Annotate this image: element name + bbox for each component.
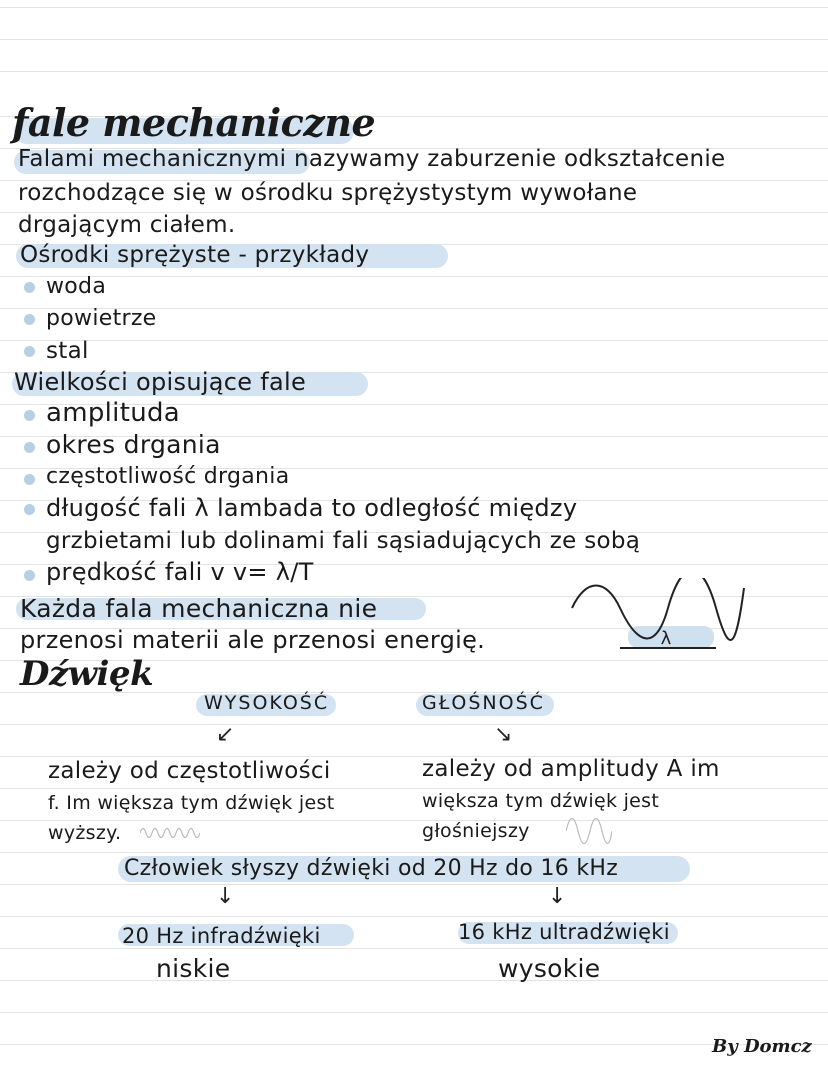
bullet-icon <box>24 346 35 357</box>
hearing-range: Człowiek słyszy dźwięki od 20 Hz do 16 kHz <box>124 856 619 881</box>
high-amplitude-wave-icon <box>566 816 612 846</box>
ultrasound-desc: wysokie <box>498 954 601 983</box>
medium-item: powietrze <box>46 306 157 331</box>
loudness-text-line-3: głośniejszy <box>422 820 530 842</box>
ultrasound-label: 16 kHz ultradźwięki <box>458 920 670 944</box>
bullet-icon <box>24 282 35 293</box>
wave-label: λ <box>660 628 672 649</box>
quantity-item: długość fali λ lambada to odległość między <box>46 494 578 522</box>
definition-line-1: Falami mechanicznymi nazywamy zaburzenie odkształcenie <box>18 146 726 172</box>
arrow-down-icon: ↘ <box>494 722 513 747</box>
energy-note-line-1: Każda fala mechaniczna nie <box>20 594 378 623</box>
high-frequency-wave-icon <box>140 824 200 842</box>
arrow-down-icon: ↓ <box>216 884 235 909</box>
infrasound-label: 20 Hz infradźwięki <box>122 924 321 948</box>
infrasound-desc: niskie <box>156 954 231 983</box>
pitch-text-line-2: f. Im większa tym dźwięk jest <box>48 792 335 814</box>
loudness-text-line-1: zależy od amplitudy A im <box>422 756 720 782</box>
medium-item: woda <box>46 274 107 299</box>
signature: By Domcz <box>712 1036 812 1057</box>
page-title: fale mechaniczne <box>12 100 376 145</box>
loudness-text-line-2: większa tym dźwięk jest <box>422 790 660 812</box>
wave-line <box>572 578 744 640</box>
arrow-down-icon: ↓ <box>548 884 567 909</box>
quantity-item: okres drgania <box>46 430 221 459</box>
sound-heading: Dźwięk <box>20 654 154 694</box>
definition-line-2: rozchodzące się w ośrodku sprężystystym wywołane <box>18 180 638 206</box>
quantities-heading: Wielkości opisujące fale <box>14 368 307 396</box>
medium-item: stal <box>46 338 89 364</box>
arrow-down-icon: ↙ <box>216 722 235 747</box>
pitch-text-line-3: wyższy. <box>48 822 122 844</box>
energy-note-line-2: przenosi materii ale przenosi energię. <box>20 626 486 654</box>
wave-illustration <box>568 578 748 660</box>
quantity-item-continued: grzbietami lub dolinami fali sąsiadujących ze sobą <box>46 528 641 554</box>
loudness-label: GŁOŚNOŚĆ <box>422 692 545 714</box>
bullet-icon <box>24 504 35 515</box>
bullet-icon <box>24 442 35 453</box>
definition-line-3: drgającym ciałem. <box>18 212 236 238</box>
bullet-icon <box>24 314 35 325</box>
mediums-heading: Ośrodki sprężyste - przykłady <box>20 242 370 268</box>
bullet-icon <box>24 474 35 485</box>
pitch-text-line-1: zależy od częstotliwości <box>48 758 331 784</box>
bullet-icon <box>24 570 35 581</box>
quantity-item: amplituda <box>46 398 181 428</box>
pitch-label: WYSOKOŚĆ <box>204 692 330 714</box>
quantity-item: prędkość fali v v= λ/T <box>46 558 314 586</box>
quantity-item: częstotliwość drgania <box>46 464 290 489</box>
bullet-icon <box>24 410 35 421</box>
